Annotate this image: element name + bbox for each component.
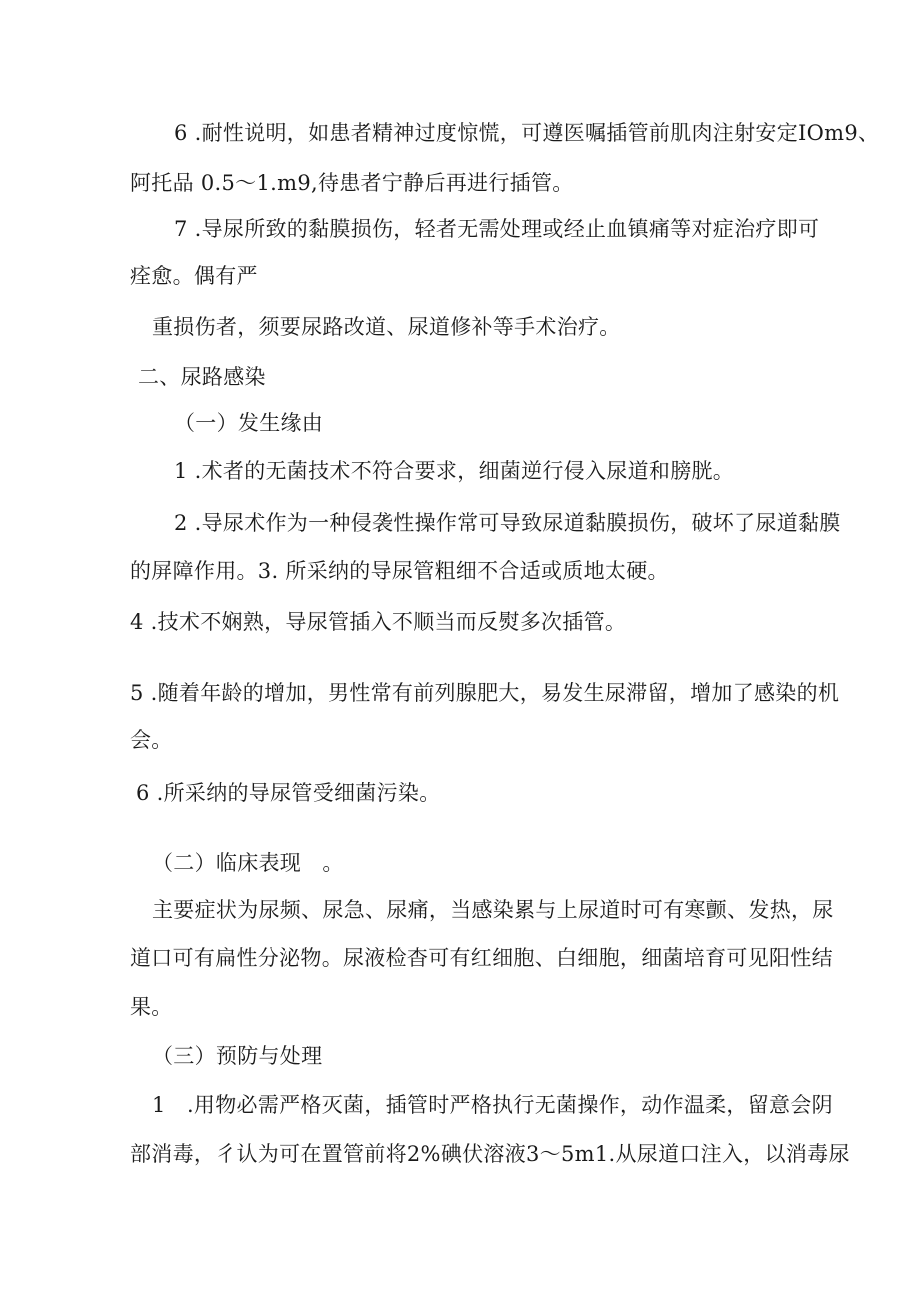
paragraph-line: 5 .随着年龄的增加，男性常有前列腺肥大，易发生尿滞留，增加了感染的机 (130, 681, 840, 705)
paragraph-line: 会。 (130, 728, 173, 752)
paragraph-line: 部消毒，彳认为可在置管前将2%碘伏溶液3～5m1.从尿道口注入，以消毒尿 (130, 1142, 850, 1166)
paragraph-line: 阿托品 0.5～1.m9,待患者宁静后再进行插管。 (130, 171, 574, 195)
paragraph-line: 果。 (130, 995, 173, 1019)
paragraph-line: 2 .导尿术作为一种侵袭性操作常可导致尿道黏膜损伤，破坏了尿道黏膜 (174, 511, 841, 535)
paragraph-line: 6 .耐性说明，如患者精神过度惊慌，可遵医嘱插管前肌肉注射安定IOm9、 (174, 121, 880, 145)
subsection-heading: （二）临床表现 。 (152, 851, 344, 875)
paragraph-line: 1 .用物必需严格灭菌，插管时严格执行无菌操作，动作温柔，留意会阴 (152, 1093, 833, 1117)
subsection-heading: （三）预防与处理 (152, 1044, 323, 1068)
paragraph-line: 主要症状为尿频、尿急、尿痛，当感染累与上尿道时可有寒颤、发热，尿 (152, 898, 834, 922)
section-heading: 二、尿路感染 (138, 365, 266, 389)
paragraph-line: 1 .术者的无菌技术不符合要求，细菌逆行侵入尿道和膀胱。 (174, 459, 735, 483)
paragraph-line: 的屏障作用。3. 所采纳的导尿管粗细不合适或质地太硬。 (130, 559, 669, 583)
paragraph-line: 7 .导尿所致的黏膜损伤，轻者无需处理或经止血镇痛等对症治疗即可 (174, 217, 820, 241)
paragraph-line: 道口可有扁性分泌物。尿液检杳可有红细胞、白细胞，细菌培育可见阳性结 (130, 946, 833, 970)
subsection-heading: （一）发生缘由 (174, 411, 324, 435)
paragraph-line: 4 .技术不娴熟，导尿管插入不顺当而反熨多次插管。 (130, 610, 627, 634)
paragraph-line: 痊愈。偶有严 (130, 264, 258, 288)
paragraph-line: 重损伤者，须要尿路改道、尿道修补等手术治疗。 (152, 315, 621, 339)
paragraph-line: 6 .所采纳的导尿管受细菌污染。 (136, 781, 441, 805)
